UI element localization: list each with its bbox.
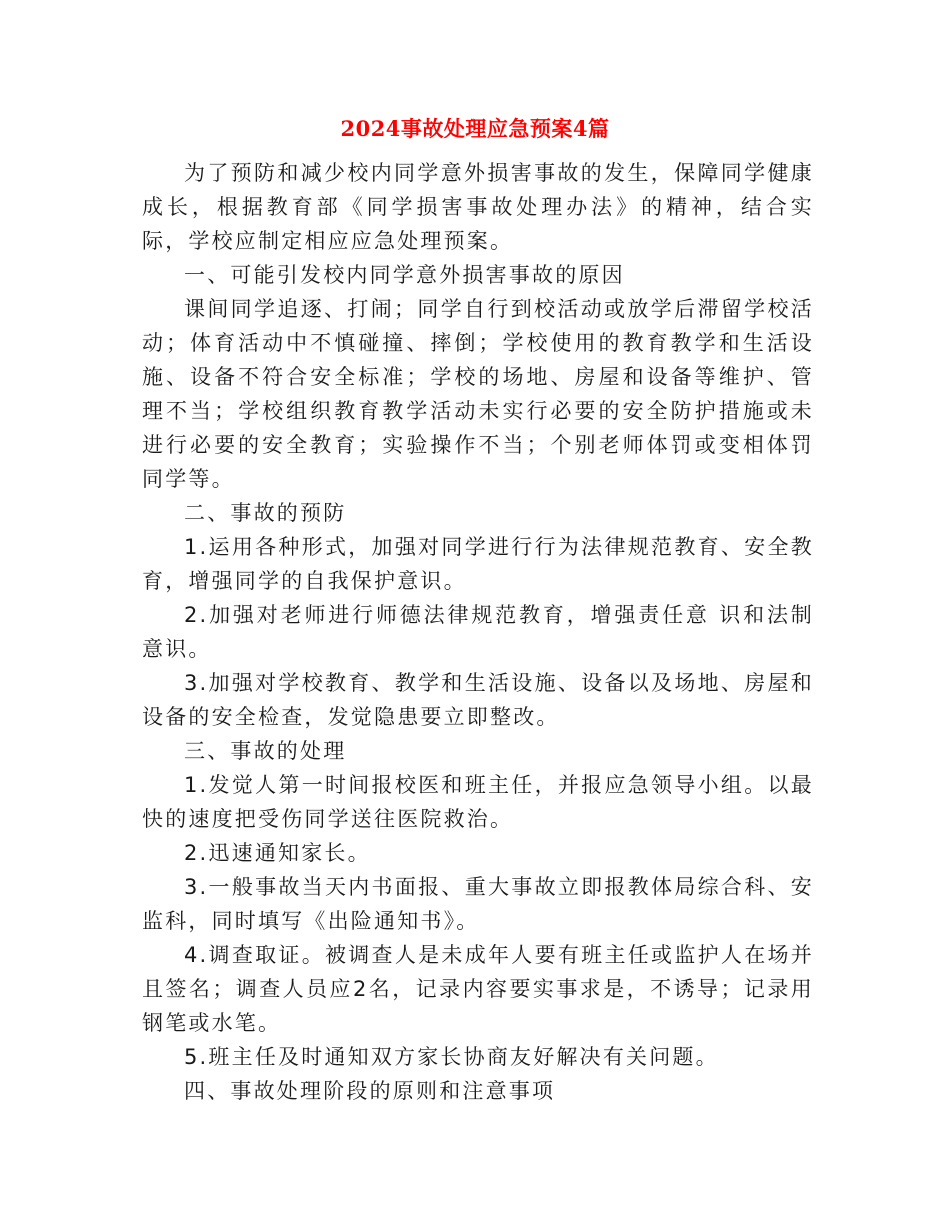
prevention-item-2: 2.加强对老师进行师德法律规范教育，增强责任意 识和法制意识。 bbox=[142, 603, 814, 661]
handling-item-2: 2.迅速通知家长。 bbox=[184, 841, 371, 865]
document-title: 2024事故处理应急预案4篇 bbox=[340, 116, 610, 141]
document-body bbox=[142, 156, 814, 1108]
section-heading-causes: 一、可能引发校内同学意外损害事故的原因 bbox=[184, 263, 625, 287]
prevention-item-1: 1.运用各种形式，加强对同学进行行为法律规范教育、安全教育，增强同学的自我保护意识。 bbox=[142, 535, 814, 593]
paragraph-causes: 课间同学追逐、打闹；同学自行到校活动或放学后滞留学校活动；体育活动中不慎碰撞、摔倒；学校使用的教育教学和生活设施、设备不符合安全标准；学校的场地、房屋和设备等维护、管理不当；学校组织教育教学活动未实行必要的安全防护措施或未进行必要的安全教育；实验操作不当；个别老师体罚或变相体罚同学等。 bbox=[142, 297, 814, 491]
section-heading-handling: 三、事故的处理 bbox=[184, 739, 347, 763]
handling-item-5: 5.班主任及时通知双方家长协商友好解决有关问题。 bbox=[184, 1045, 719, 1069]
handling-item-4: 4.调查取证。被调查人是未成年人要有班主任或监护人在场并且签名；调查人员应2名，记录内容要实事求是，不诱导；记录用钢笔或水笔。 bbox=[142, 943, 814, 1035]
paragraph-intro: 为了预防和减少校内同学意外损害事故的发生，保障同学健康成长，根据教育部《同学损害事故处理办法》的精神，结合实际，学校应制定相应应急处理预案。 bbox=[142, 161, 814, 253]
handling-item-1: 1.发觉人第一时间报校医和班主任，并报应急领导小组。以最快的速度把受伤同学送往医院救治。 bbox=[142, 773, 814, 831]
section-heading-prevention: 二、事故的预防 bbox=[184, 501, 347, 525]
handling-item-3: 3.一般事故当天内书面报、重大事故立即报教体局综合科、安监科，同时填写《出险通知书》。 bbox=[142, 875, 814, 933]
prevention-item-3: 3.加强对学校教育、教学和生活设施、设备以及场地、房屋和设备的安全检查，发觉隐患要立即整改。 bbox=[142, 671, 814, 729]
section-heading-principles: 四、事故处理阶段的原则和注意事项 bbox=[184, 1079, 556, 1103]
